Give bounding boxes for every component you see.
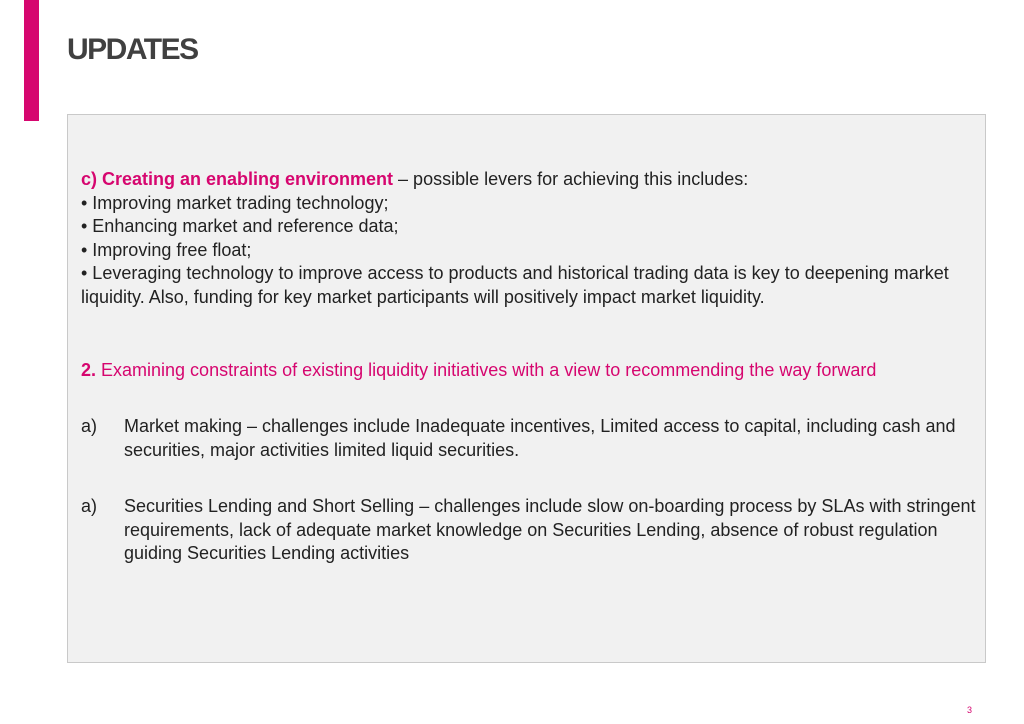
section-2-heading [81, 359, 971, 383]
list-item-text: Market making – challenges include Inadequate incentives, Limited access to capital, including cash and securities, major activities limited liquid securities. [124, 416, 956, 460]
bullet-item: • Leveraging technology to improve access to products and historical trading data is key to deepening market liquidity. Also, funding for key market participants will positively impact market liquidity. [81, 263, 949, 307]
page-number: 3 [966, 705, 972, 715]
page-title: UPDATES [67, 33, 198, 66]
bullet-item: • Improving market trading technology; [81, 192, 389, 213]
section-c-heading: c) Creating an enabling environment [81, 169, 394, 189]
bullet-item: • Enhancing market and reference data; [81, 216, 399, 236]
title-accent-bar [24, 0, 39, 121]
list-item-text: Securities Lending and Short Selling – challenges include slow on-boarding process by SLAs with stringent requirements, lack of adequate market knowledge on Securities Lending, absence of robust regulation guiding Securities Lending activities [124, 496, 976, 563]
list-marker: a) [81, 416, 98, 436]
section-2-text: Examining constraints of existing liquidity initiatives with a view to recommending the way forward [96, 360, 877, 380]
section-c-paragraph [81, 168, 971, 309]
bullet-item: • Improving free float; [81, 239, 252, 260]
section-2-number: 2. [81, 360, 97, 380]
list-marker: a) [81, 496, 98, 516]
section-c-intro: – possible levers for achieving this includes: [393, 169, 749, 189]
